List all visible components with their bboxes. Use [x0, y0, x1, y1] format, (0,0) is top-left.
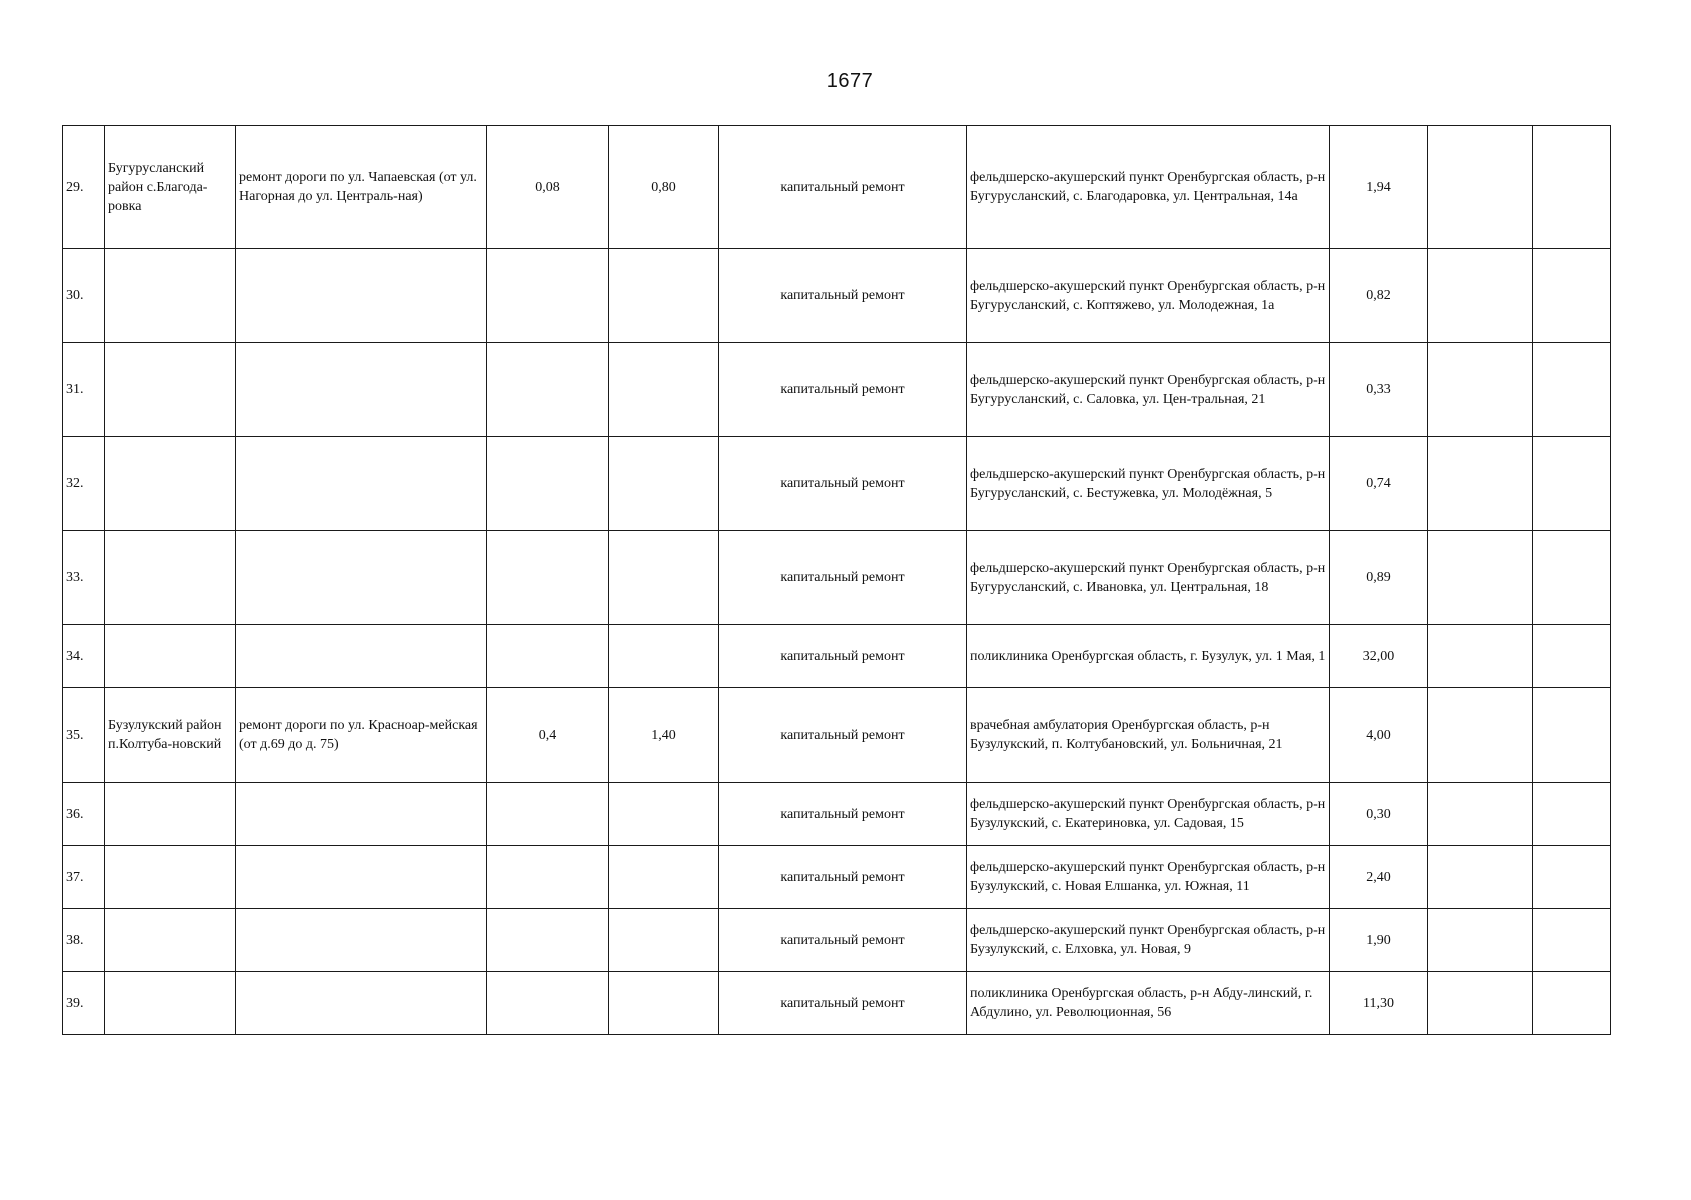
road-length-cell: 0,08 — [487, 126, 609, 249]
facility-cost-cell: 0,82 — [1330, 249, 1428, 343]
row-number: 33. — [63, 531, 105, 625]
road-cost-cell — [609, 846, 719, 909]
road-length-cell — [487, 531, 609, 625]
road-works-cell — [236, 531, 487, 625]
table-row — [63, 688, 1611, 783]
row-number: 31. — [63, 343, 105, 437]
work-type-cell: капитальный ремонт — [719, 972, 967, 1035]
road-cost-cell — [609, 783, 719, 846]
empty-cell — [1533, 437, 1611, 531]
row-number: 38. — [63, 909, 105, 972]
facility-cost-cell: 0,89 — [1330, 531, 1428, 625]
district-cell — [105, 972, 236, 1035]
district-cell — [105, 343, 236, 437]
work-type-cell: капитальный ремонт — [719, 343, 967, 437]
road-cost-cell — [609, 531, 719, 625]
empty-cell — [1428, 249, 1533, 343]
district-cell — [105, 531, 236, 625]
empty-cell — [1428, 688, 1533, 783]
road-cost-cell: 0,80 — [609, 126, 719, 249]
facility-cell: фельдшерско-акушерский пункт Оренбургская область, р-н Бузулукский, с. Екатериновка, ул. Садовая, 15 — [967, 783, 1330, 846]
row-number: 35. — [63, 688, 105, 783]
road-length-cell — [487, 846, 609, 909]
facility-cost-cell: 0,33 — [1330, 343, 1428, 437]
road-works-cell — [236, 846, 487, 909]
empty-cell — [1428, 909, 1533, 972]
empty-cell — [1533, 126, 1611, 249]
road-cost-cell — [609, 972, 719, 1035]
road-cost-cell — [609, 249, 719, 343]
empty-cell — [1428, 437, 1533, 531]
registry-body — [63, 126, 1611, 1035]
table-row — [63, 249, 1611, 343]
table-row — [63, 909, 1611, 972]
road-length-cell: 0,4 — [487, 688, 609, 783]
district-cell — [105, 783, 236, 846]
facility-cell: фельдшерско-акушерский пункт Оренбургская область, р-н Бузулукский, с. Новая Елшанка, ул. Южная, 11 — [967, 846, 1330, 909]
work-type-cell: капитальный ремонт — [719, 783, 967, 846]
empty-cell — [1533, 846, 1611, 909]
district-cell — [105, 249, 236, 343]
table-row — [63, 437, 1611, 531]
road-works-cell — [236, 783, 487, 846]
road-works-cell — [236, 343, 487, 437]
district-cell — [105, 437, 236, 531]
work-type-cell: капитальный ремонт — [719, 126, 967, 249]
road-cost-cell — [609, 437, 719, 531]
work-type-cell: капитальный ремонт — [719, 846, 967, 909]
facility-cell: фельдшерско-акушерский пункт Оренбургская область, р-н Бугурусланский, с. Благодаровка, ул. Центральная, 14а — [967, 126, 1330, 249]
road-works-cell — [236, 625, 487, 688]
empty-cell — [1533, 972, 1611, 1035]
district-cell: Бузулукский район п.Колтуба-новский — [105, 688, 236, 783]
table-row — [63, 126, 1611, 249]
road-cost-cell: 1,40 — [609, 688, 719, 783]
page-number: 1677 — [826, 70, 874, 92]
road-works-cell: ремонт дороги по ул. Чапаевская (от ул. Нагорная до ул. Централь-ная) — [236, 126, 487, 249]
road-length-cell — [487, 625, 609, 688]
road-length-cell — [487, 972, 609, 1035]
row-number: 32. — [63, 437, 105, 531]
facility-cost-cell: 4,00 — [1330, 688, 1428, 783]
table-row — [63, 531, 1611, 625]
row-number: 30. — [63, 249, 105, 343]
facility-cell: поликлиника Оренбургская область, р-н Абду-линский, г. Абдулино, ул. Революционная, 56 — [967, 972, 1330, 1035]
road-length-cell — [487, 783, 609, 846]
facility-cost-cell: 2,40 — [1330, 846, 1428, 909]
empty-cell — [1533, 909, 1611, 972]
district-cell — [105, 846, 236, 909]
row-number: 34. — [63, 625, 105, 688]
road-works-cell — [236, 909, 487, 972]
table-row — [63, 846, 1611, 909]
road-works-cell — [236, 249, 487, 343]
facility-cell: поликлиника Оренбургская область, г. Бузулук, ул. 1 Мая, 1 — [967, 625, 1330, 688]
road-length-cell — [487, 909, 609, 972]
road-works-cell — [236, 437, 487, 531]
road-cost-cell — [609, 625, 719, 688]
work-type-cell: капитальный ремонт — [719, 249, 967, 343]
work-type-cell: капитальный ремонт — [719, 531, 967, 625]
empty-cell — [1428, 783, 1533, 846]
facility-cell: фельдшерско-акушерский пункт Оренбургская область, р-н Бугурусланский, с. Саловка, ул. Цен-тральная, 21 — [967, 343, 1330, 437]
empty-cell — [1428, 343, 1533, 437]
facility-cost-cell: 1,94 — [1330, 126, 1428, 249]
facility-cell: фельдшерско-акушерский пункт Оренбургская область, р-н Бугурусланский, с. Бестужевка, ул. Молодёжная, 5 — [967, 437, 1330, 531]
empty-cell — [1533, 783, 1611, 846]
empty-cell — [1428, 126, 1533, 249]
empty-cell — [1533, 625, 1611, 688]
empty-cell — [1533, 688, 1611, 783]
table-row — [63, 343, 1611, 437]
row-number: 29. — [63, 126, 105, 249]
road-length-cell — [487, 437, 609, 531]
facility-cost-cell: 0,74 — [1330, 437, 1428, 531]
facility-cell: врачебная амбулатория Оренбургская область, р-н Бузулукский, п. Колтубановский, ул. Больничная, 21 — [967, 688, 1330, 783]
work-type-cell: капитальный ремонт — [719, 625, 967, 688]
empty-cell — [1533, 531, 1611, 625]
row-number: 39. — [63, 972, 105, 1035]
empty-cell — [1428, 625, 1533, 688]
work-type-cell: капитальный ремонт — [719, 688, 967, 783]
row-number: 36. — [63, 783, 105, 846]
facility-cost-cell: 11,30 — [1330, 972, 1428, 1035]
facility-cell: фельдшерско-акушерский пункт Оренбургская область, р-н Бугурусланский, с. Коптяжево, ул. Молодежная, 1а — [967, 249, 1330, 343]
road-works-cell: ремонт дороги по ул. Красноар-мейская (от д.69 до д. 75) — [236, 688, 487, 783]
road-works-cell — [236, 972, 487, 1035]
table-row — [63, 625, 1611, 688]
row-number: 37. — [63, 846, 105, 909]
facility-cost-cell: 0,30 — [1330, 783, 1428, 846]
road-cost-cell — [609, 343, 719, 437]
district-cell — [105, 625, 236, 688]
district-cell: Бугурусланский район с.Благода-ровка — [105, 126, 236, 249]
table-row — [63, 972, 1611, 1035]
facility-cell: фельдшерско-акушерский пункт Оренбургская область, р-н Бугурусланский, с. Ивановка, ул. Центральная, 18 — [967, 531, 1330, 625]
road-length-cell — [487, 249, 609, 343]
empty-cell — [1428, 531, 1533, 625]
empty-cell — [1428, 846, 1533, 909]
table-row — [63, 783, 1611, 846]
facility-cost-cell: 1,90 — [1330, 909, 1428, 972]
work-type-cell: капитальный ремонт — [719, 437, 967, 531]
facility-cost-cell: 32,00 — [1330, 625, 1428, 688]
road-cost-cell — [609, 909, 719, 972]
facility-cell: фельдшерско-акушерский пункт Оренбургская область, р-н Бузулукский, с. Елховка, ул. Новая, 9 — [967, 909, 1330, 972]
road-length-cell — [487, 343, 609, 437]
work-type-cell: капитальный ремонт — [719, 909, 967, 972]
empty-cell — [1428, 972, 1533, 1035]
empty-cell — [1533, 343, 1611, 437]
registry-table — [62, 125, 1611, 1035]
district-cell — [105, 909, 236, 972]
empty-cell — [1533, 249, 1611, 343]
